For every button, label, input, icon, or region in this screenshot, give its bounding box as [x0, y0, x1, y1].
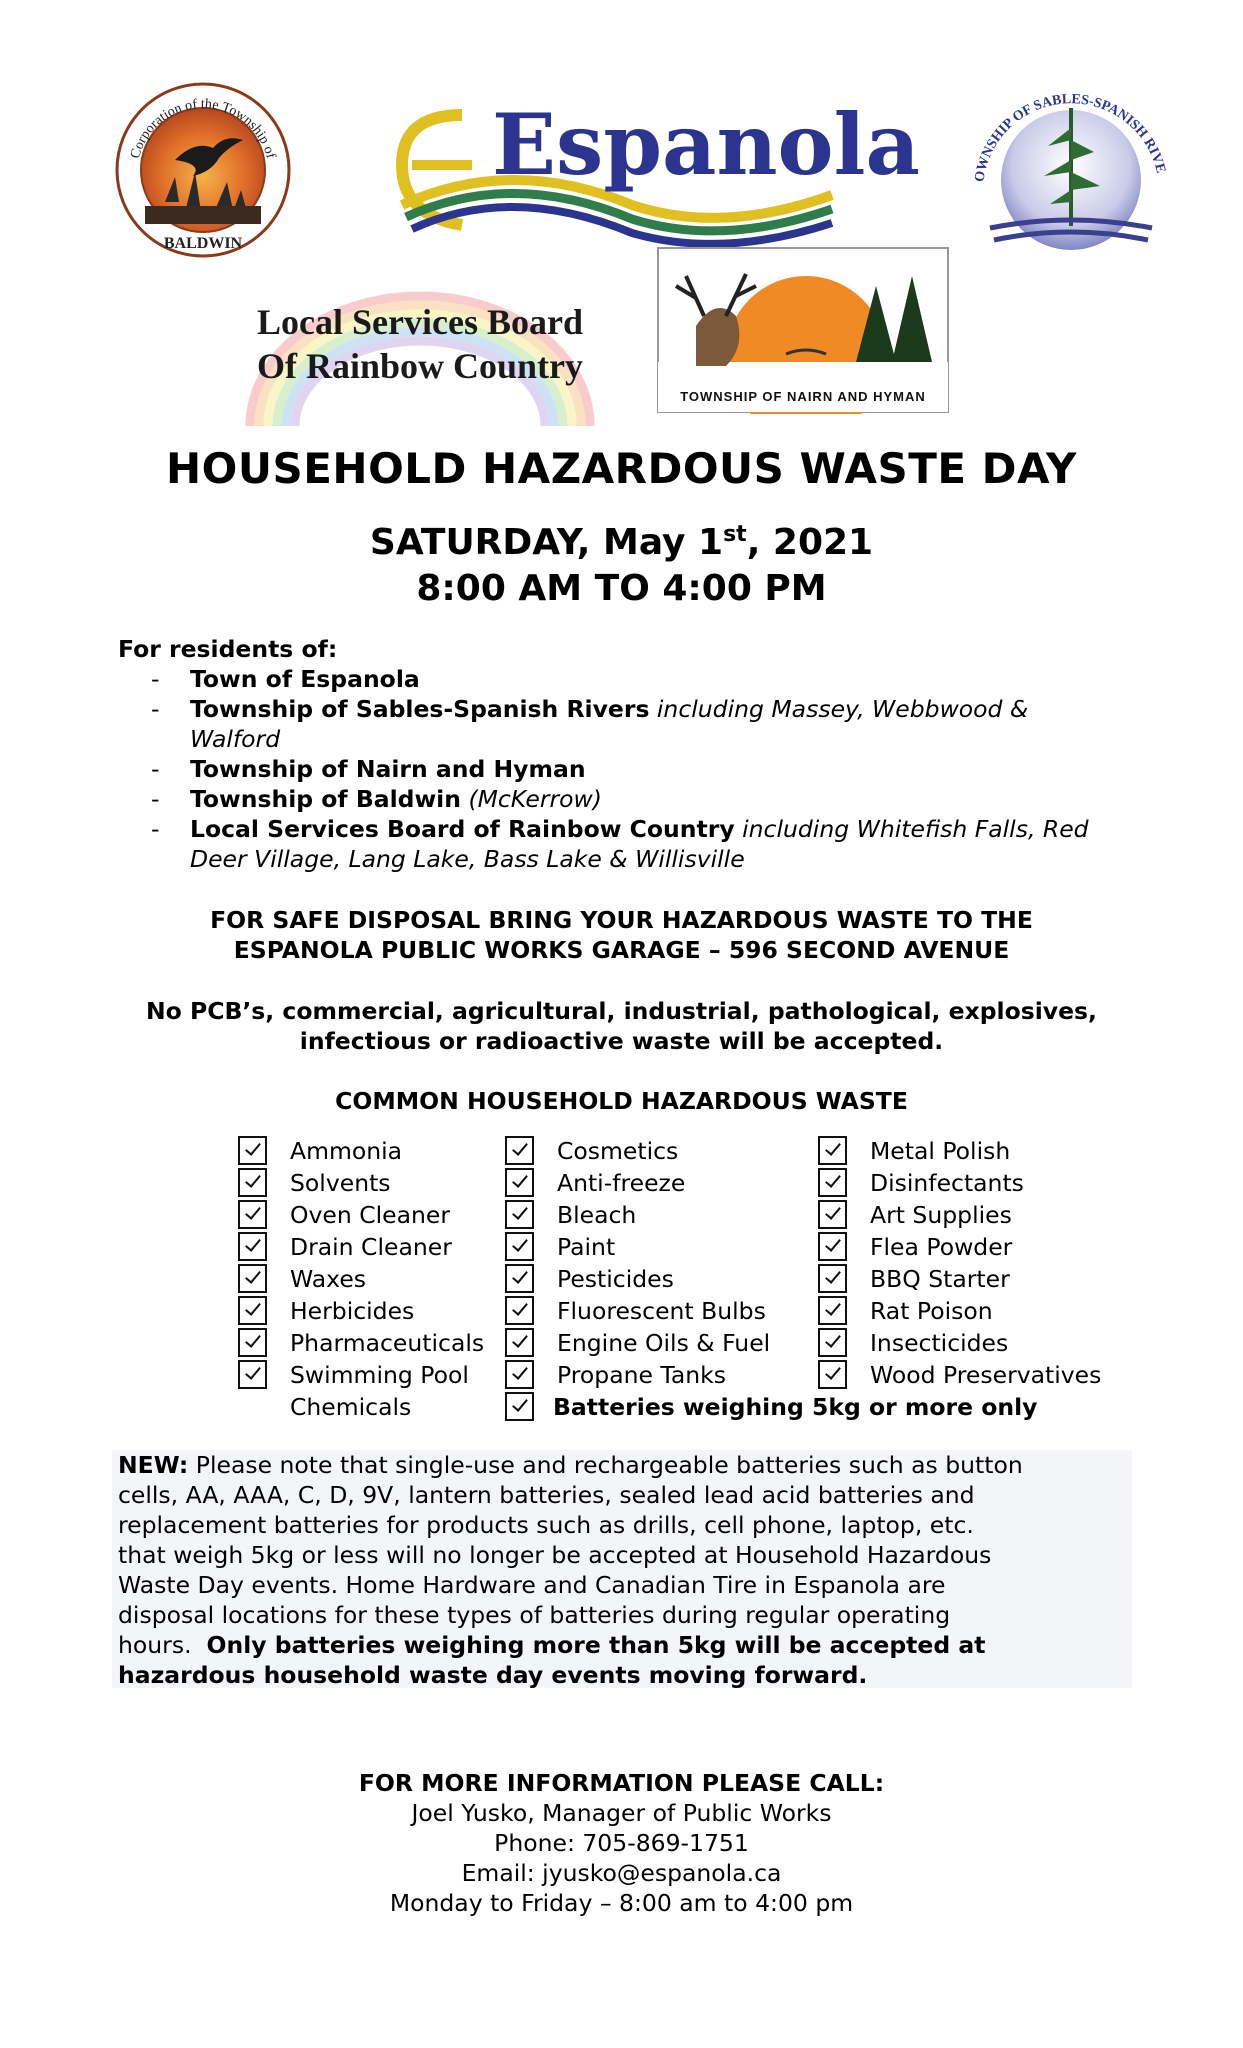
checkbox-checked-icon — [505, 1200, 534, 1229]
contact-name: Joel Yusko, Manager of Public Works — [411, 1799, 832, 1827]
note-line: cells, AA, AAA, C, D, 9V, lantern batteries, sealed lead acid batteries and — [118, 1481, 975, 1509]
checklist-label: Chemicals — [290, 1393, 412, 1421]
resident-detail-continued: Deer Village, Lang Lake, Bass Lake & Willisville — [190, 845, 745, 873]
checkbox-checked-icon — [505, 1392, 534, 1421]
checkbox-checked-icon — [238, 1136, 267, 1165]
checkbox-checked-icon — [505, 1232, 534, 1261]
checkbox-checked-icon — [818, 1136, 847, 1165]
checklist-label: Engine Oils & Fuel — [557, 1329, 771, 1357]
resident-name: Township of Sables-Spanish Rivers — [190, 695, 650, 723]
checklist-label: Metal Polish — [870, 1137, 1011, 1165]
note-bold-text: hazardous household waste day events moving forward. — [118, 1661, 868, 1689]
checklist-label: Solvents — [290, 1169, 391, 1197]
exclusions-line-1: No PCB’s, commercial, agricultural, industrial, pathological, explosives, — [146, 997, 1097, 1025]
checkbox-checked-icon — [505, 1264, 534, 1293]
checklist-label: Wood Preservatives — [870, 1361, 1102, 1389]
event-date — [0, 522, 1243, 563]
list-dash: - — [151, 695, 160, 723]
sables-logo — [960, 68, 1182, 258]
checklist-label: Rat Poison — [870, 1297, 993, 1325]
checklist-label: Flea Powder — [870, 1233, 1013, 1261]
note-line — [118, 1450, 1132, 1480]
new-battery-note — [112, 1450, 1132, 1688]
checklist-label: Cosmetics — [557, 1137, 679, 1165]
checklist-label: Swimming Pool — [290, 1361, 469, 1389]
sables-ring-text: OWNSHIP OF SABLES-SPANISH RIVE — [972, 92, 1169, 184]
checkbox-checked-icon — [238, 1168, 267, 1197]
event-time: 8:00 AM TO 4:00 PM — [416, 568, 827, 609]
note-text: hours. — [118, 1631, 207, 1659]
checkbox-checked-icon — [818, 1328, 847, 1357]
rainbow-logo-line-2: Of Rainbow Country — [256, 346, 584, 386]
list-dash: - — [151, 755, 160, 783]
exclusions-line-2: infectious or radioactive waste will be accepted. — [299, 1027, 944, 1055]
checklist-label: Waxes — [290, 1265, 367, 1293]
checkbox-checked-icon — [818, 1264, 847, 1293]
rainbow-country-logo — [230, 288, 610, 426]
checkbox-checked-icon — [818, 1296, 847, 1325]
note-bold-text: Only batteries weighing more than 5kg will be accepted at — [206, 1631, 986, 1659]
resident-name: Town of Espanola — [190, 665, 420, 693]
espanola-wordmark: Espanola — [492, 95, 920, 194]
rainbow-logo-line-1: Local Services Board — [257, 302, 583, 342]
resident-detail: (McKerrow) — [460, 785, 602, 813]
checkbox-checked-icon — [238, 1264, 267, 1293]
checklist-label: Batteries weighing 5kg or more only — [553, 1393, 1038, 1421]
resident-detail-continued: Walford — [190, 725, 281, 753]
checklist-label: Paint — [557, 1233, 616, 1261]
checkbox-checked-icon — [238, 1296, 267, 1325]
baldwin-logo — [115, 82, 291, 258]
event-date-prefix: SATURDAY, May 1 — [369, 522, 724, 563]
checkbox-checked-icon — [238, 1328, 267, 1357]
checklist-label: BBQ Starter — [870, 1265, 1010, 1293]
nairn-hyman-logo — [656, 246, 950, 414]
checklist-label: Propane Tanks — [557, 1361, 727, 1389]
residents-heading: For residents of: — [118, 635, 338, 663]
disposal-line-1: FOR SAFE DISPOSAL BRING YOUR HAZARDOUS WASTE TO THE — [210, 906, 1033, 934]
checklist-label: Pesticides — [557, 1265, 674, 1293]
checklist-label: Anti-freeze — [557, 1169, 686, 1197]
checkbox-checked-icon — [505, 1296, 534, 1325]
contact-phone[interactable]: Phone: 705-869-1751 — [494, 1829, 749, 1857]
contact-email[interactable]: Email: jyusko@espanola.ca — [461, 1859, 782, 1887]
checklist-label: Oven Cleaner — [290, 1201, 451, 1229]
new-label: NEW: — [118, 1451, 189, 1479]
note-line: that weigh 5kg or less will no longer be accepted at Household Hazardous — [118, 1541, 992, 1569]
checkbox-checked-icon — [818, 1360, 847, 1389]
checklist-label: Drain Cleaner — [290, 1233, 452, 1261]
checklist-label: Fluorescent Bulbs — [557, 1297, 766, 1325]
event-date-suffix: st — [723, 522, 747, 547]
checklist-label: Art Supplies — [870, 1201, 1012, 1229]
baldwin-seal-icon — [115, 82, 291, 258]
resident-detail: including Massey, Webbwood & — [649, 695, 1029, 723]
checkbox-checked-icon — [505, 1360, 534, 1389]
disposal-line-2: ESPANOLA PUBLIC WORKS GARAGE – 596 SECOND AVENUE — [233, 936, 1010, 964]
checklist-label: Pharmaceuticals — [290, 1329, 485, 1357]
baldwin-name: BALDWIN — [163, 235, 243, 252]
checkbox-checked-icon — [818, 1168, 847, 1197]
event-date-year: , 2021 — [746, 522, 874, 563]
note-text: Please note that single-use and rechargeable batteries such as button — [188, 1451, 1023, 1479]
checklist-label: Bleach — [557, 1201, 637, 1229]
contact-hours: Monday to Friday – 8:00 am to 4:00 pm — [389, 1889, 854, 1917]
nairn-hyman-caption: TOWNSHIP OF NAIRN AND HYMAN — [680, 389, 926, 404]
note-line — [118, 1660, 1132, 1690]
checklist-label: Ammonia — [290, 1137, 403, 1165]
resident-name: Township of Baldwin — [190, 785, 461, 813]
checkbox-checked-icon — [238, 1200, 267, 1229]
checkbox-checked-icon — [505, 1136, 534, 1165]
resident-name: Local Services Board of Rainbow Country — [190, 815, 735, 843]
espanola-logo — [392, 95, 920, 255]
sables-seal-icon — [960, 68, 1182, 258]
checkbox-checked-icon — [818, 1232, 847, 1261]
baldwin-ring-text: Corporation of the Township of — [128, 96, 278, 161]
checklist-label: Herbicides — [290, 1297, 415, 1325]
checkbox-checked-icon — [238, 1232, 267, 1261]
checkbox-checked-icon — [818, 1200, 847, 1229]
list-dash: - — [151, 665, 160, 693]
list-dash: - — [151, 815, 160, 843]
note-line — [118, 1630, 1132, 1660]
checkbox-checked-icon — [505, 1328, 534, 1357]
page-title: HOUSEHOLD HAZARDOUS WASTE DAY — [166, 444, 1077, 493]
common-waste-heading: COMMON HOUSEHOLD HAZARDOUS WASTE — [335, 1087, 908, 1115]
resident-name: Township of Nairn and Hyman — [190, 755, 586, 783]
checkbox-checked-icon — [505, 1168, 534, 1197]
checklist-label: Disinfectants — [870, 1169, 1024, 1197]
resident-detail: including Whitefish Falls, Red — [734, 815, 1089, 843]
note-line: Waste Day events. Home Hardware and Canadian Tire in Espanola are — [118, 1571, 946, 1599]
list-dash: - — [151, 785, 160, 813]
checklist-label: Insecticides — [870, 1329, 1009, 1357]
checkbox-checked-icon — [238, 1360, 267, 1389]
contact-heading: FOR MORE INFORMATION PLEASE CALL: — [358, 1769, 885, 1797]
note-line: disposal locations for these types of batteries during regular operating — [118, 1601, 951, 1629]
note-line: replacement batteries for products such as drills, cell phone, laptop, etc. — [118, 1511, 974, 1539]
